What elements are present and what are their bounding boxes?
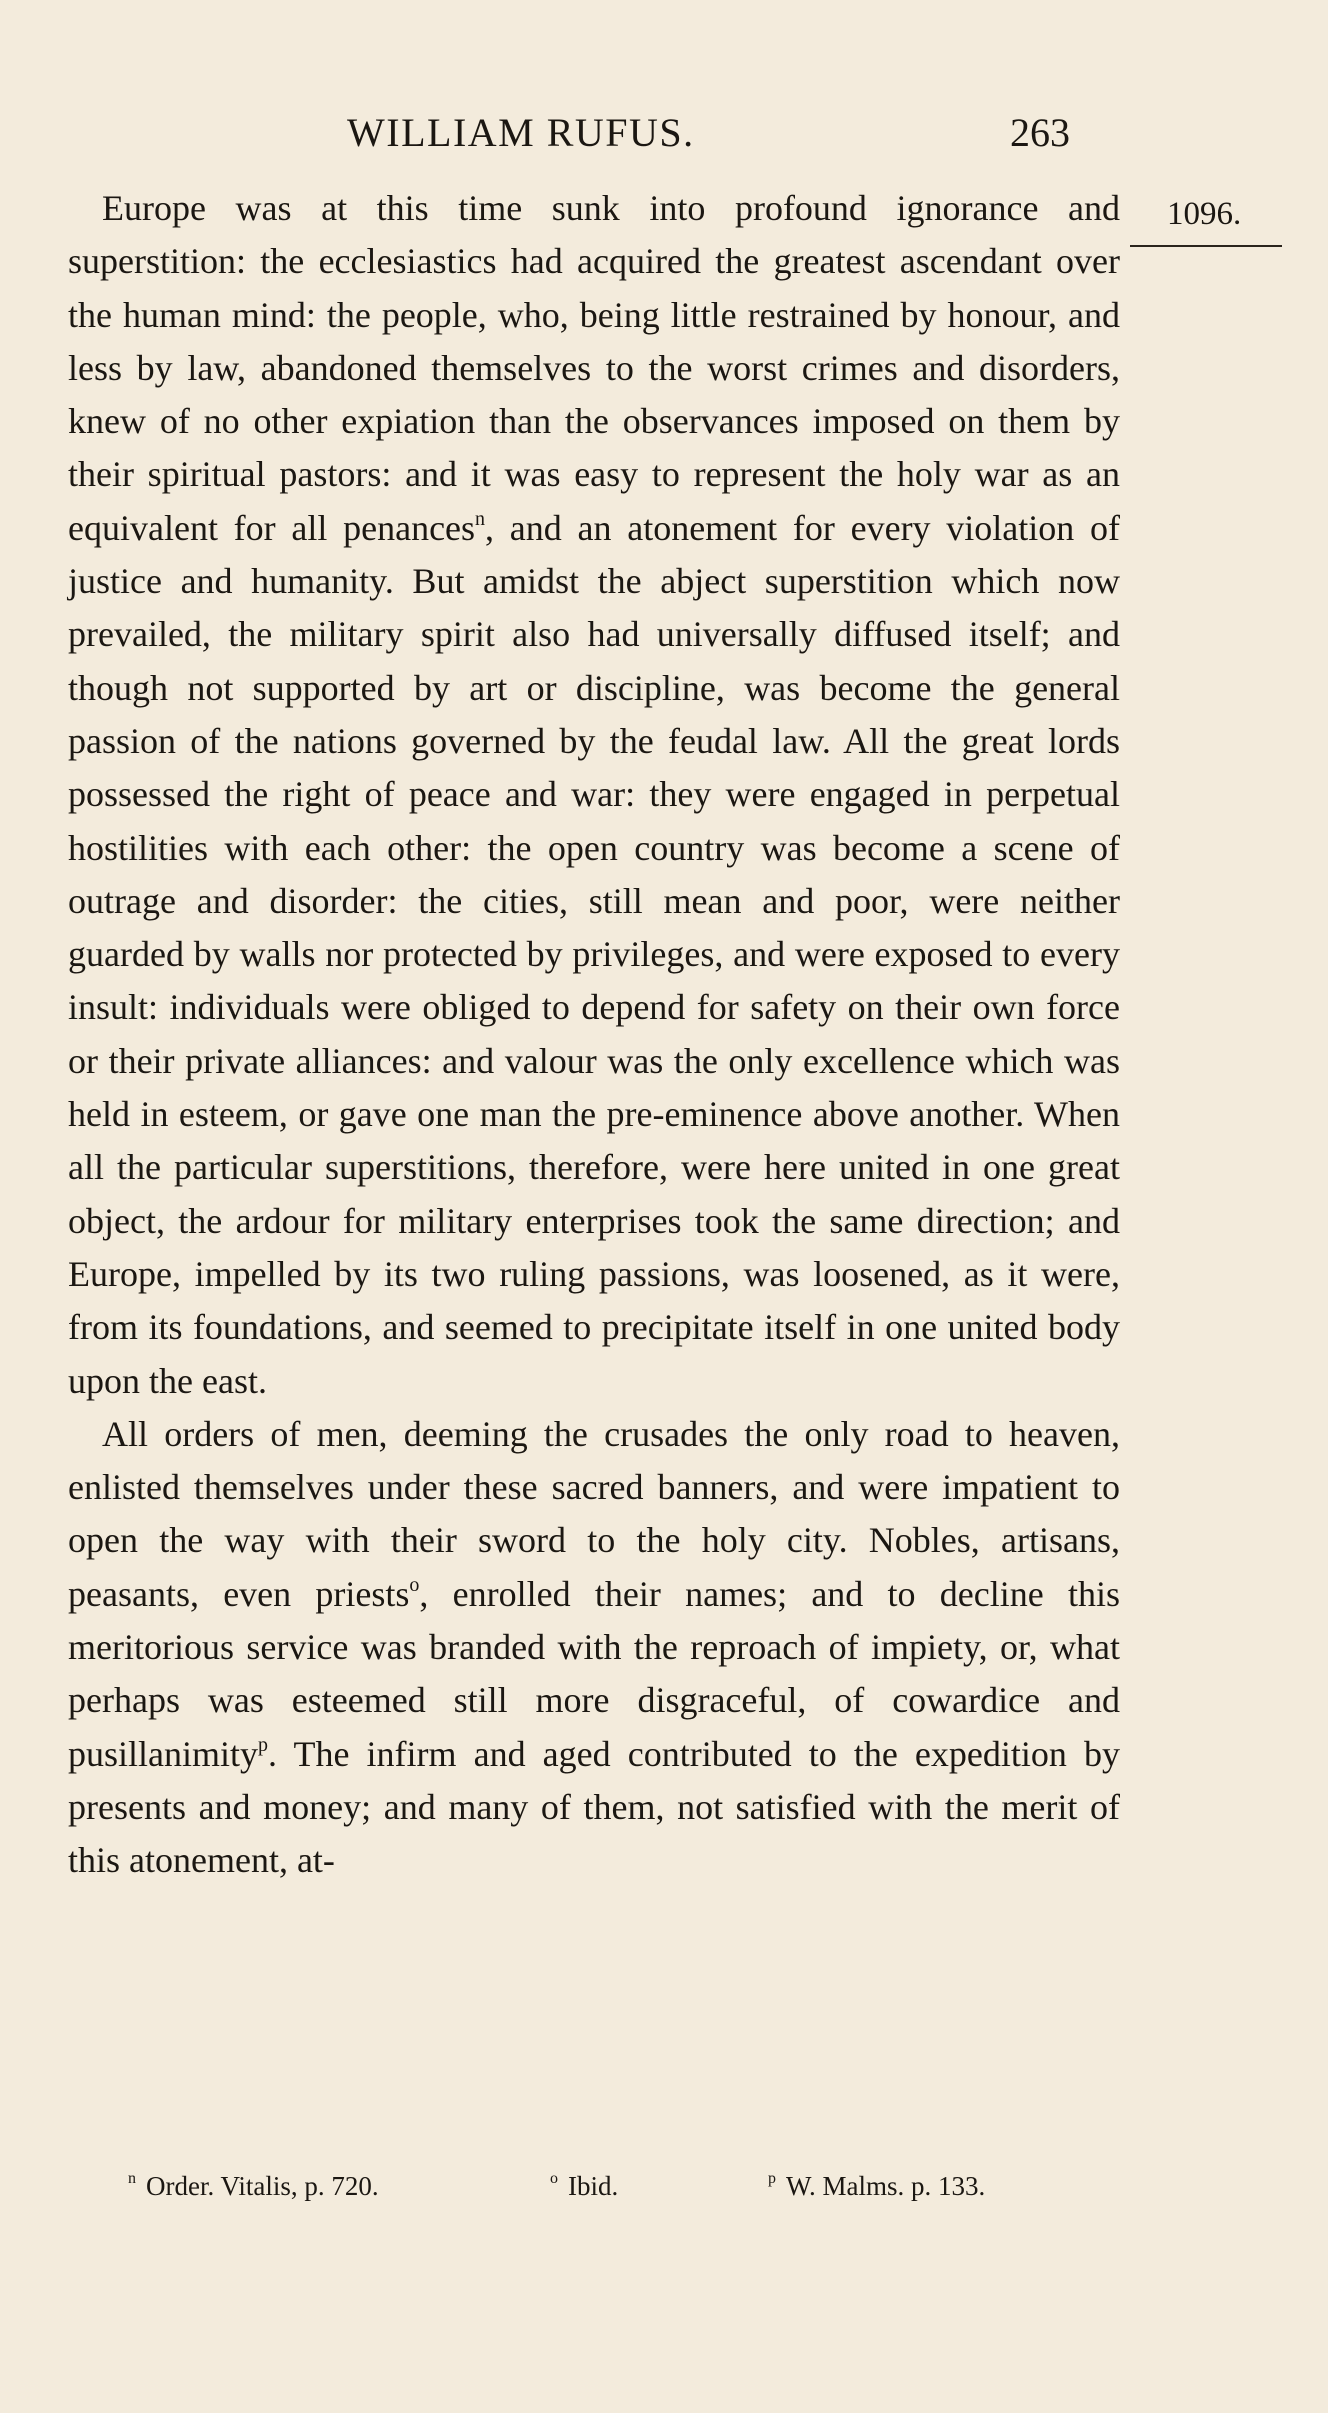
paragraph-1-text-a: Europe was at this time sunk into profound ignorance and superstition: the ecclesiastics had acquired the greatest ascendant over the human mind: the people, who, being little restrained by honour, and less by law, abandoned themselves to the worst crimes and disorders, knew of no other expiation than the observances imposed on them by their spiritual pastors: and it was easy to represent the holy war as an equivalent for all penances	[68, 188, 1120, 548]
footnote-ref-n: n	[475, 507, 486, 530]
paragraph-1-text-b: , and an atonement for every violation of justice and humanity. But amidst the abject superstition which now prevailed, the military spirit also had universally diffused itself; and though not supported by art or discipline, was become the general passion of the nations governed by the feudal law. All the great lords possessed the right of peace and war: they were engaged in perpetual hostilities with each other: the open country was become a scene of outrage and disorder: the cities, still mean and poor, were neither guarded by walls nor protected by privileges, and were exposed to every insult: individuals were obliged to depend for safety on their own force or their private alliances: and valour was the only excellence which was held in esteem, or gave one man the pre-eminence above another. When all the particular superstitions, therefore, were here united in one great object, the ardour for military enterprises took the same direction; and Europe, impelled by its two ruling passions, was loosened, as it were, from its foundations, and seemed to precipitate itself in one united body upon the east.	[68, 507, 1121, 1401]
footnote-mark: p	[768, 2170, 776, 2187]
footnote-n	[128, 2162, 379, 2210]
paragraph-2-text-b: , enrolled their names; and to decline this meritorious service was branded with the reproach of impiety, or, what perhaps was esteemed still more disgraceful, of cowardice and pusillanimity	[68, 1573, 1121, 1774]
page-number: 263	[1010, 110, 1070, 155]
footnote-ref-p: p	[258, 1733, 269, 1756]
running-title: WILLIAM RUFUS.	[347, 110, 695, 155]
footnote-text: W. Malms. p. 133.	[786, 2171, 986, 2201]
paragraph-2-text-a: All orders of men, deeming the crusades the only road to heaven, enlisted themselves under these sacred banners, and were impatient to open the way with their sword to the holy city. Nobles, artisans, peasants, even priests	[68, 1413, 1120, 1614]
footnote-mark: o	[550, 2170, 558, 2187]
footnote-text: Order. Vitalis, p. 720.	[146, 2171, 379, 2201]
footnote-o	[550, 2162, 618, 2210]
margin-year: 1096.	[1167, 196, 1242, 232]
footnote-mark: n	[128, 2170, 136, 2187]
margin-rule	[1130, 245, 1282, 247]
paragraph-1	[68, 182, 1120, 1408]
footnotes	[128, 2162, 1088, 2210]
paragraph-2	[68, 1408, 1120, 1888]
footnote-p	[768, 2162, 985, 2210]
footnote-ref-o: o	[409, 1573, 420, 1596]
body-text	[68, 182, 1120, 1888]
footnote-text: Ibid.	[568, 2171, 619, 2201]
paragraph-2-text-c: . The infirm and aged contributed to the expedition by presents and money; and many of them, not satisfied with the merit of this atonement, at-	[68, 1733, 1120, 1881]
page-header	[0, 103, 1328, 163]
